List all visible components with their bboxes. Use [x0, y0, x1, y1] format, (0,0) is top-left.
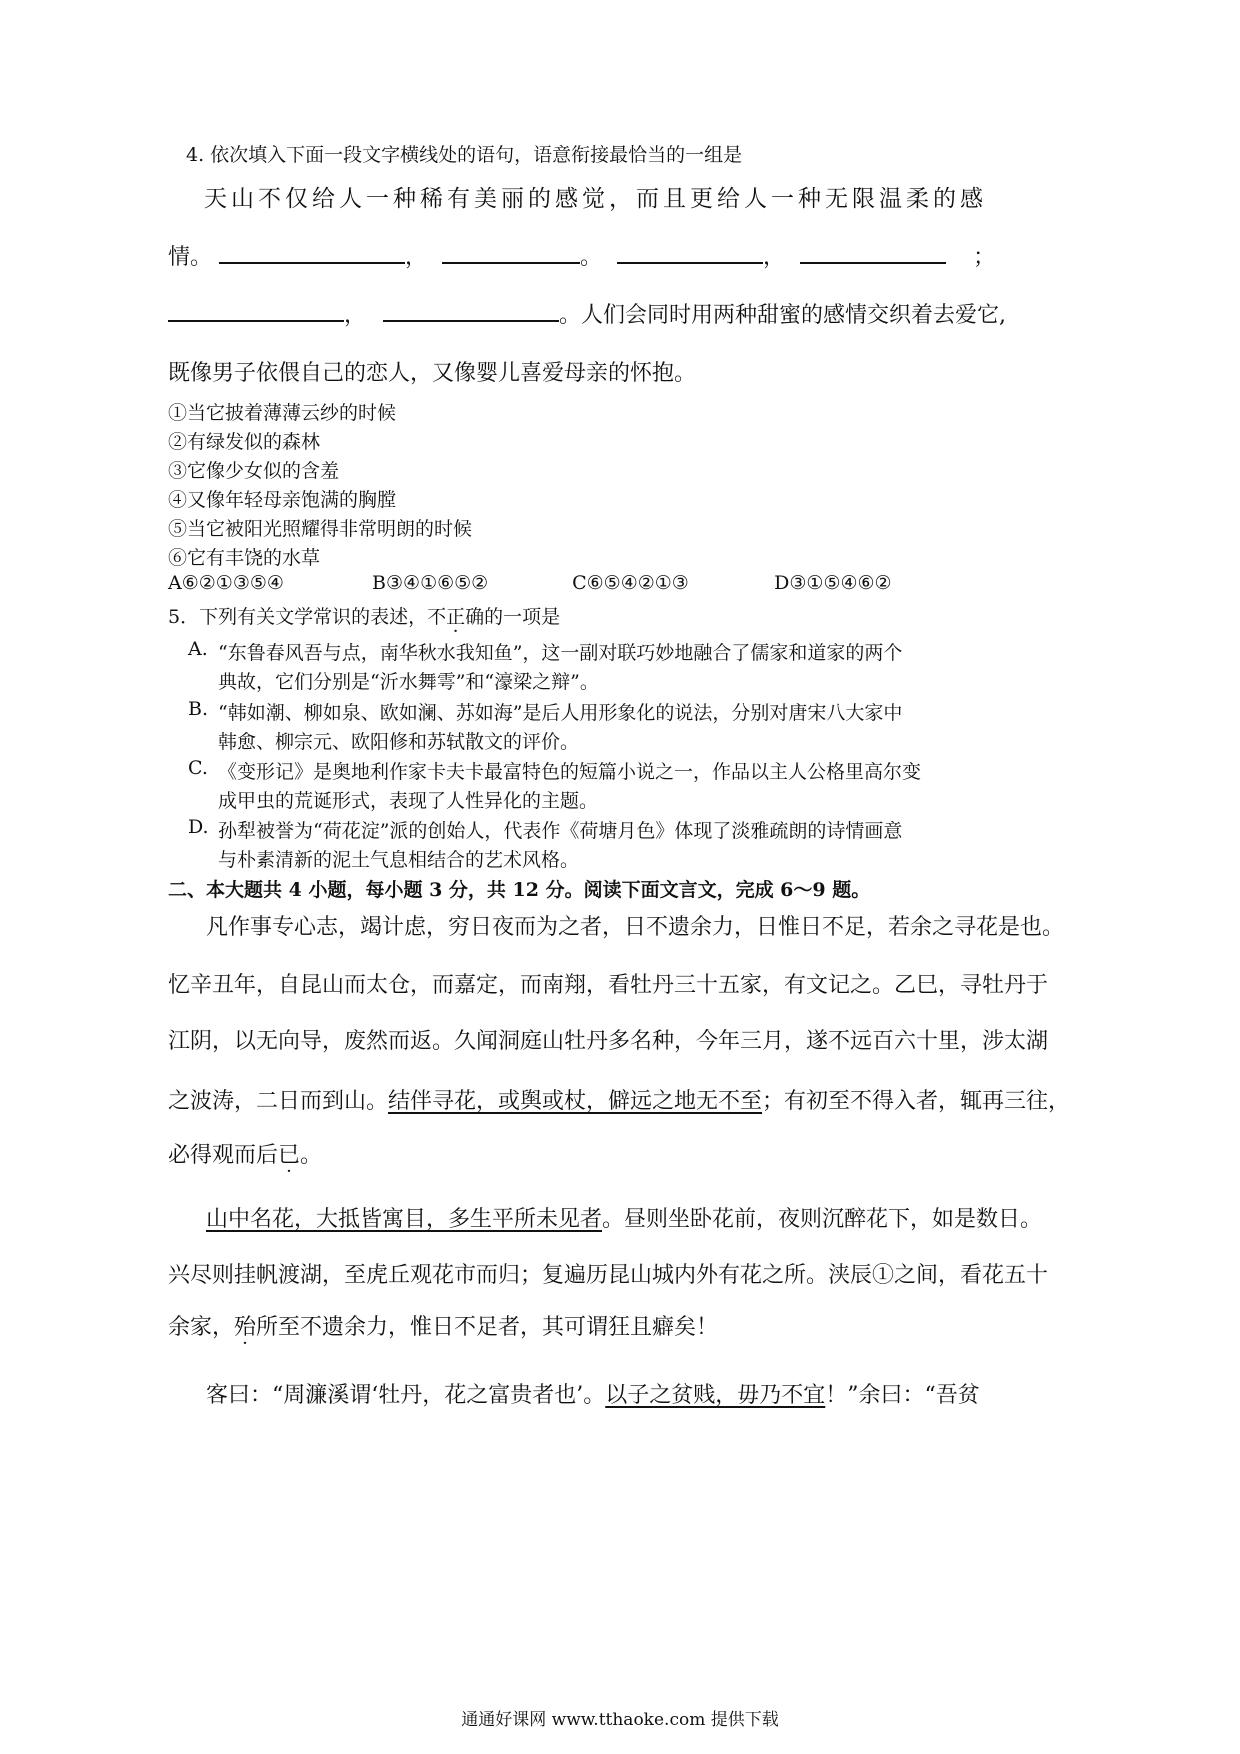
- dotted-char: 已: [278, 1143, 301, 1168]
- q4-item: ⑤当它被阳光照耀得非常明朗的时候: [168, 518, 473, 540]
- passage-line: [168, 1138, 322, 1169]
- q4-para-line3: [168, 298, 1006, 329]
- blank-5: [168, 300, 344, 322]
- passage-line: 兴尽则挂帆渡湖，至虎丘观花市而归；复遍历昆山城内外有花之所。浃辰①之间，看花五十: [168, 1263, 1049, 1288]
- passage-line: 忆辛丑年，自昆山而太仓，而嘉定，而南翔，看牡丹三十五家，有文记之。乙巳，寻牡丹于: [168, 973, 1049, 998]
- q5-stem-text: 的一项是: [484, 606, 561, 628]
- q4-option-a: A⑥②①③⑤④: [168, 572, 284, 594]
- passage-line: 江阴，以无向导，废然而返。久闻洞庭山牡丹多名种，今年三月，遂不远百六十里，涉太湖: [168, 1029, 1049, 1054]
- punct: ，: [405, 245, 428, 270]
- passage-line: [168, 1084, 1070, 1115]
- q5-stem-text: 5．下列有关文学常识的表述，: [168, 606, 428, 628]
- q5-option-c-line1: 《变形记》是奥地利作家卡夫卡最富特色的短篇小说之一，作品以主人公格里高尔变: [218, 761, 922, 783]
- blank-3: [617, 242, 763, 264]
- q5-option-a-line1: “东鲁春风吾与点，南华秋水我知鱼”，这一副对联巧妙地融合了儒家和道家的两个: [218, 642, 903, 664]
- blank-4: [800, 242, 946, 264]
- q5-option-a-line2: 典故，它们分别是“沂水舞雩”和“濠梁之辩”。: [218, 671, 599, 693]
- q4-para-text: 。人们会同时用两种甜蜜的感情交织着去爱它,: [559, 303, 1007, 328]
- q4-options: [168, 572, 892, 594]
- passage-text: 凡作事专心志，竭计虑，穷日夜而为之者，日不遗余力，日惟日不足，若余之寻花是也。: [206, 915, 1065, 940]
- passage-text: 。: [300, 1143, 323, 1168]
- q4-para-line4: 既像男子依偎自己的恋人，又像婴儿喜爱母亲的怀抱。: [168, 361, 697, 386]
- punct: ，: [344, 303, 367, 328]
- punct: ，: [763, 245, 786, 270]
- q4-para-line2: [168, 240, 995, 271]
- q4-option-c: C⑥⑤④②①③: [572, 572, 689, 594]
- passage-line: [206, 1202, 1042, 1233]
- underlined-sentence: 山中名花，大抵皆寓目，多生平所未见者: [206, 1207, 603, 1232]
- q5-option-b-line2: 韩愈、柳宗元、欧阳修和苏轼散文的评价。: [218, 731, 580, 753]
- underlined-sentence: 以子之贫贱，毋乃不宜: [605, 1383, 826, 1408]
- q4-stem: 4. 依次填入下面一段文字横线处的语句，语意衔接最恰当的一组是: [186, 144, 743, 166]
- q5-option-b-label: B.: [188, 698, 209, 720]
- q4-option-b: B③④①⑥⑤②: [372, 572, 489, 594]
- q4-item: ①当它披着薄薄云纱的时候: [168, 402, 397, 424]
- passage-text: 。昼则坐卧花前，夜则沉醉花下，如是数日。: [602, 1207, 1043, 1232]
- blank-2: [442, 242, 580, 264]
- punct: ；: [973, 245, 996, 270]
- q5-stem-emphasis: 不正确: [427, 606, 485, 628]
- passage-text: ；有初至不得入者，辄再三往，: [762, 1089, 1071, 1114]
- passage-text: 客曰：“周濂溪谓‘牡丹，花之富贵者也’。: [206, 1383, 606, 1408]
- page-footer: 通通好课网 www.tthaoke.com 提供下载: [461, 1710, 779, 1730]
- q5-option-c-line2: 成甲虫的荒诞形式，表现了人性异化的主题。: [218, 790, 599, 812]
- passage-text: 余家，: [168, 1315, 235, 1340]
- q4-item: ②有绿发似的森林: [168, 431, 321, 453]
- q5-option-a-label: A.: [188, 638, 208, 660]
- q4-item: ④又像年轻母亲饱满的胸膛: [168, 489, 397, 511]
- passage-text: 必得观而后: [168, 1143, 279, 1168]
- dotted-char: 殆: [234, 1315, 257, 1340]
- q5-option-d-label: D.: [188, 816, 209, 838]
- blank-1: [219, 242, 405, 264]
- passage-line: [206, 1378, 980, 1409]
- q5-option-d-line1: 孙犁被誉为“荷花淀”派的创始人，代表作《荷塘月色》体现了淡雅疏朗的诗情画意: [218, 820, 903, 842]
- q5-option-d-line2: 与朴素清新的泥土气息相结合的艺术风格。: [218, 849, 580, 871]
- section-heading: 二、本大题共 4 小题，每小题 3 分，共 12 分。阅读下面文言文，完成 6～9 题。: [168, 879, 871, 901]
- q5-option-b-line1: “韩如潮、柳如泉、欧如澜、苏如海”是后人用形象化的说法，分别对唐宋八大家中: [218, 702, 903, 724]
- q4-para-text: 情。: [168, 245, 213, 270]
- passage-line: [206, 910, 1064, 941]
- passage-text: 所至不遗余力，惟日不足者，其可谓狂且癖矣！: [256, 1315, 719, 1340]
- passage-text: ！”余曰：“吾贫: [825, 1383, 980, 1408]
- passage-line: [168, 1310, 718, 1341]
- q4-item: ③它像少女似的含羞: [168, 460, 340, 482]
- passage-text: 之波涛，二日而到山。: [168, 1089, 389, 1114]
- q4-item: ⑥它有丰饶的水草: [168, 547, 321, 569]
- blank-6: [383, 300, 559, 322]
- q5-stem: [168, 602, 560, 629]
- q5-option-c-label: C.: [188, 757, 208, 779]
- underlined-sentence: 结伴寻花，或舆或杖，僻远之地无不至: [388, 1089, 763, 1114]
- punct: 。: [580, 245, 603, 270]
- q4-option-d: D③①⑤④⑥②: [774, 572, 892, 594]
- q4-para-line1: 天山不仅给人一种稀有美丽的感觉，而且更给人一种无限温柔的感: [204, 186, 987, 212]
